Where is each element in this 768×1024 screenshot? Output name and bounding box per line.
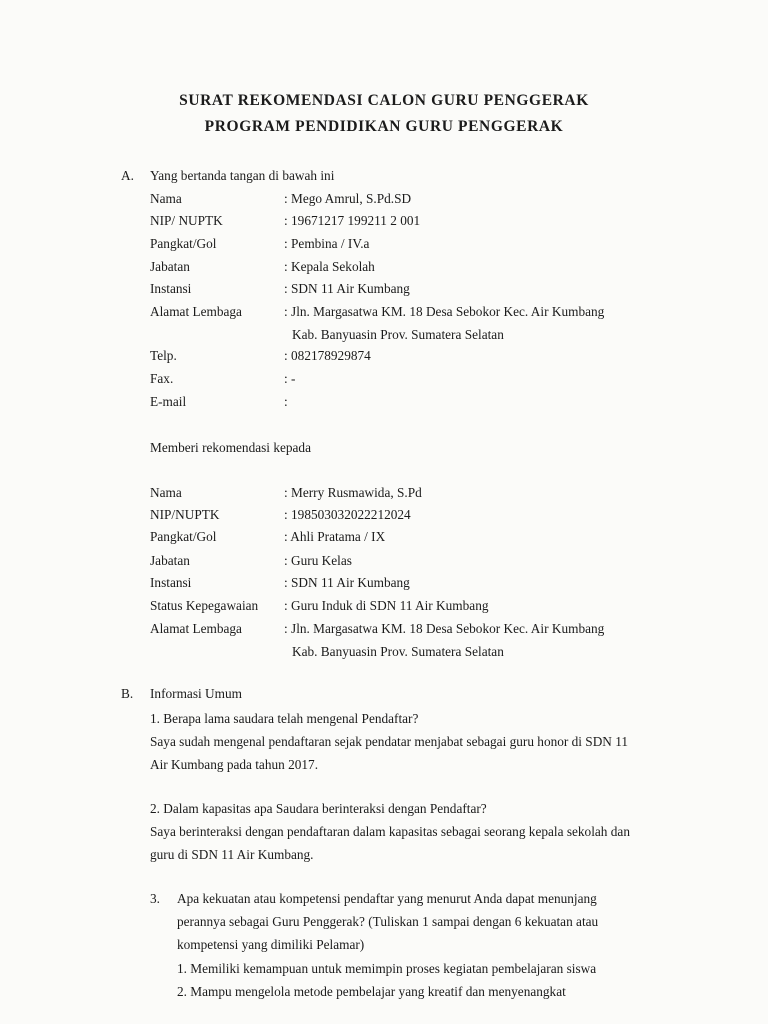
field-label: Nama [150, 485, 182, 500]
field-label: Instansi [150, 281, 192, 296]
strength-item-1: 1. Memiliki kemampuan untuk memimpin proses kegiatan pembelajaran siswa [177, 961, 597, 976]
field-label: Fax. [150, 371, 174, 386]
answer-2-line-2: guru di SDN 11 Air Kumbang. [150, 847, 314, 862]
field-label: Jabatan [150, 553, 190, 568]
field-value: : Jln. Margasatwa KM. 18 Desa Sebokor Kec. Air Kumbang [284, 621, 605, 636]
answer-1-line-2: Air Kumbang pada tahun 2017. [150, 757, 319, 772]
field-label: Jabatan [150, 259, 190, 274]
field-label: E-mail [150, 394, 187, 409]
field-value: : 198503032022212024 [284, 507, 411, 522]
section-b-letter: B. [121, 686, 134, 701]
field-label: Pangkat/Gol [150, 529, 217, 544]
field-label: Instansi [150, 575, 192, 590]
question-3-line-1: Apa kekuatan atau kompetensi pendaftar yang menurut Anda dapat menunjang [177, 891, 597, 906]
field-value: : SDN 11 Air Kumbang [284, 281, 410, 296]
section-a-heading: Yang bertanda tangan di bawah ini [150, 168, 335, 183]
question-2: 2. Dalam kapasitas apa Saudara berinteraksi dengan Pendaftar? [150, 801, 487, 816]
field-value: : Kepala Sekolah [284, 259, 375, 274]
answer-1-line-1: Saya sudah mengenal pendaftaran sejak pendatar menjabat sebagai guru honor di SDN 11 [150, 734, 629, 749]
question-1: 1. Berapa lama saudara telah mengenal Pendaftar? [150, 711, 419, 726]
question-3-line-2: perannya sebagai Guru Penggerak? (Tuliskan 1 sampai dengan 6 kekuatan atau [177, 914, 599, 929]
field-value: : Mego Amrul, S.Pd.SD [284, 191, 412, 206]
field-label: Nama [150, 191, 182, 206]
program-title: PROGRAM PENDIDIKAN GURU PENGGERAK [204, 118, 564, 135]
section-a-letter: A. [121, 168, 134, 183]
field-value: : Ahli Pratama / IX [284, 529, 386, 544]
recommendation-intro: Memberi rekomendasi kepada [150, 440, 311, 455]
field-value: : Guru Induk di SDN 11 Air Kumbang [284, 598, 489, 613]
field-value: : Merry Rusmawida, S.Pd [284, 485, 422, 500]
field-label: Pangkat/Gol [150, 236, 217, 251]
field-value: : SDN 11 Air Kumbang [284, 575, 410, 590]
field-value: : - [284, 371, 296, 386]
field-value-continued: Kab. Banyuasin Prov. Sumatera Selatan [292, 327, 504, 342]
section-b-heading: Informasi Umum [150, 686, 242, 701]
field-value: : Pembina / IV.a [284, 236, 370, 251]
field-value-continued: Kab. Banyuasin Prov. Sumatera Selatan [292, 644, 504, 659]
field-value: : Guru Kelas [284, 553, 352, 568]
field-label: Alamat Lembaga [150, 304, 242, 319]
letter-title: SURAT REKOMENDASI CALON GURU PENGGERAK [179, 92, 589, 109]
field-label: Telp. [150, 348, 177, 363]
strength-item-2: 2. Mampu mengelola metode pembelajar yang kreatif dan menyenangkat [177, 984, 566, 999]
field-label: NIP/ NUPTK [150, 213, 223, 228]
field-label: NIP/NUPTK [150, 507, 220, 522]
field-value: : Jln. Margasatwa KM. 18 Desa Sebokor Kec. Air Kumbang [284, 304, 605, 319]
answer-2-line-1: Saya berinteraksi dengan pendaftaran dalam kapasitas sebagai seorang kepala sekolah dan [150, 824, 630, 839]
question-3-line-3: kompetensi yang dimiliki Pelamar) [177, 937, 365, 952]
field-label: Alamat Lembaga [150, 621, 242, 636]
field-value: : 082178929874 [284, 348, 371, 363]
question-3-number: 3. [150, 891, 160, 906]
field-label: Status Kepegawaian [150, 598, 259, 613]
field-value: : 19671217 199211 2 001 [284, 213, 421, 228]
field-value: : [284, 394, 288, 409]
